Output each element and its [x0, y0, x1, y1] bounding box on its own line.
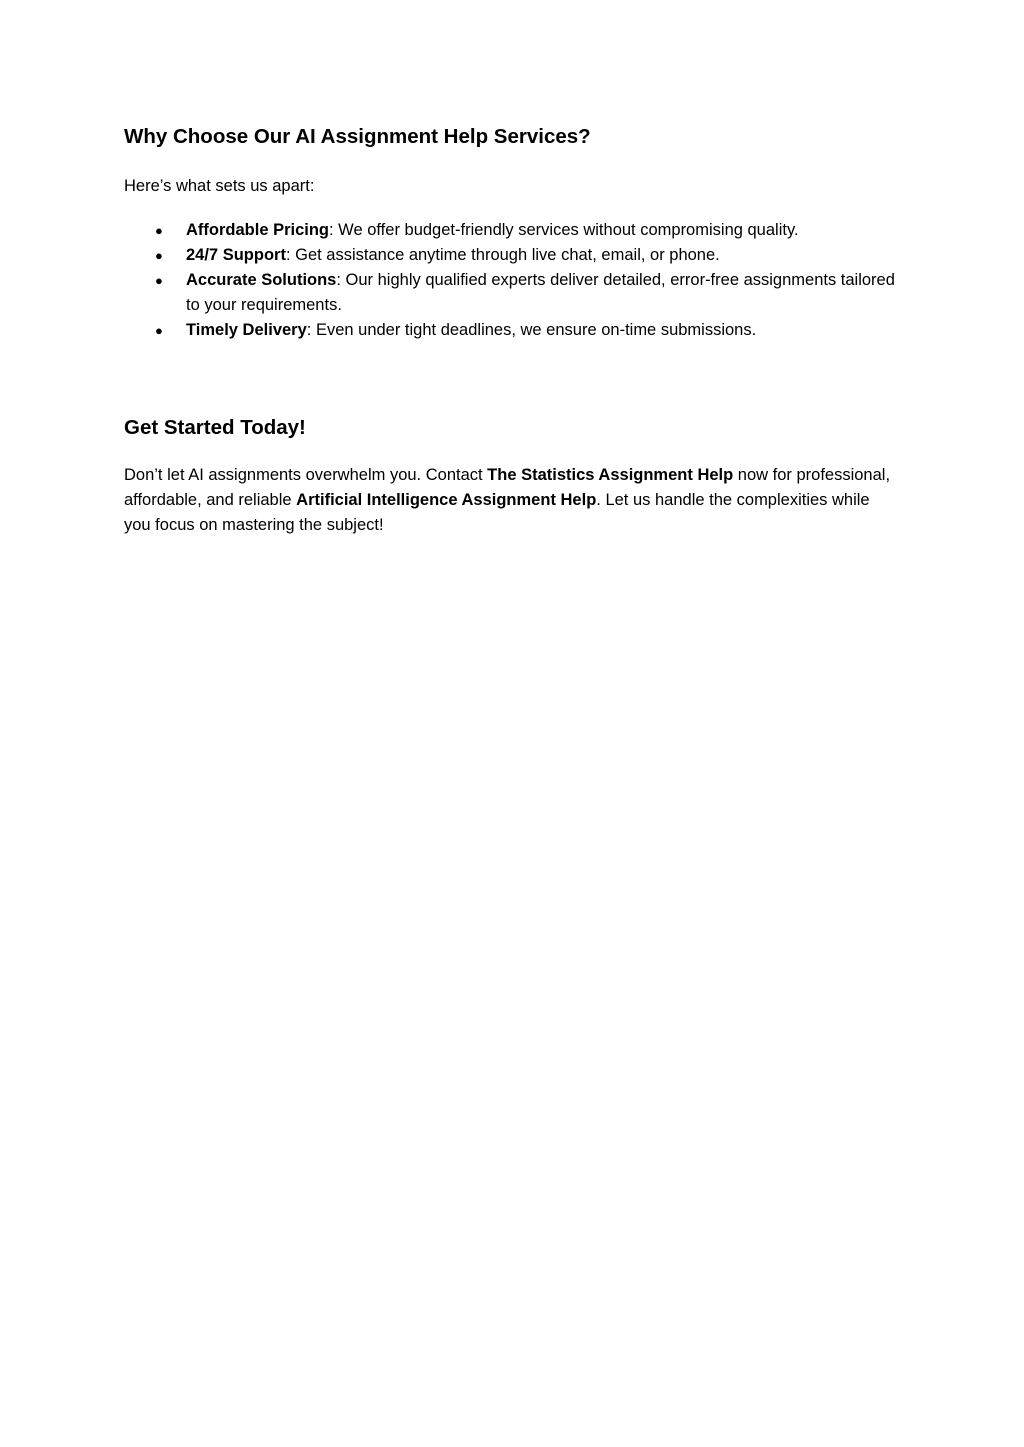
closing-paragraph — [124, 463, 899, 538]
list-item — [124, 243, 904, 268]
list-item-text — [186, 246, 720, 264]
bullet-icon: ● — [155, 248, 163, 263]
list-item-title: Timely Delivery — [186, 321, 307, 339]
bullet-icon: ● — [155, 273, 163, 288]
list-item-body: : Our highly qualified experts deliver detailed, error-free assignments tailored to your requirements. — [186, 271, 895, 314]
list-item-text — [186, 271, 895, 314]
paragraph-text: now for professional, affordable, and reliable — [124, 466, 891, 509]
paragraph-text: Don’t let AI assignments overwhelm you. Contact — [124, 466, 488, 484]
list-item — [124, 218, 904, 243]
list-item — [124, 268, 904, 318]
section-heading-why-choose: Why Choose Our AI Assignment Help Services? — [124, 125, 591, 148]
list-item-body: : We offer budget-friendly services without compromising quality. — [329, 221, 799, 239]
list-item — [124, 318, 904, 343]
service-name: Artificial Intelligence Assignment Help — [296, 491, 597, 509]
list-item-text — [186, 221, 799, 239]
list-item-text — [186, 321, 756, 339]
paragraph-text: . Let us handle the complexities while you focus on mastering the subject! — [124, 491, 870, 534]
intro-text: Here’s what sets us apart: — [124, 177, 315, 195]
list-item-title: 24/7 Support — [186, 246, 286, 264]
list-item-title: Accurate Solutions — [186, 271, 337, 289]
bullet-icon: ● — [155, 223, 163, 238]
list-item-title: Affordable Pricing — [186, 221, 330, 239]
list-item-body: : Get assistance anytime through live chat, email, or phone. — [285, 246, 720, 264]
features-list — [124, 218, 904, 343]
company-name: The Statistics Assignment Help — [487, 466, 734, 484]
bullet-icon: ● — [155, 323, 163, 338]
list-item-body: : Even under tight deadlines, we ensure on-time submissions. — [306, 321, 757, 339]
section-heading-get-started: Get Started Today! — [124, 416, 306, 439]
